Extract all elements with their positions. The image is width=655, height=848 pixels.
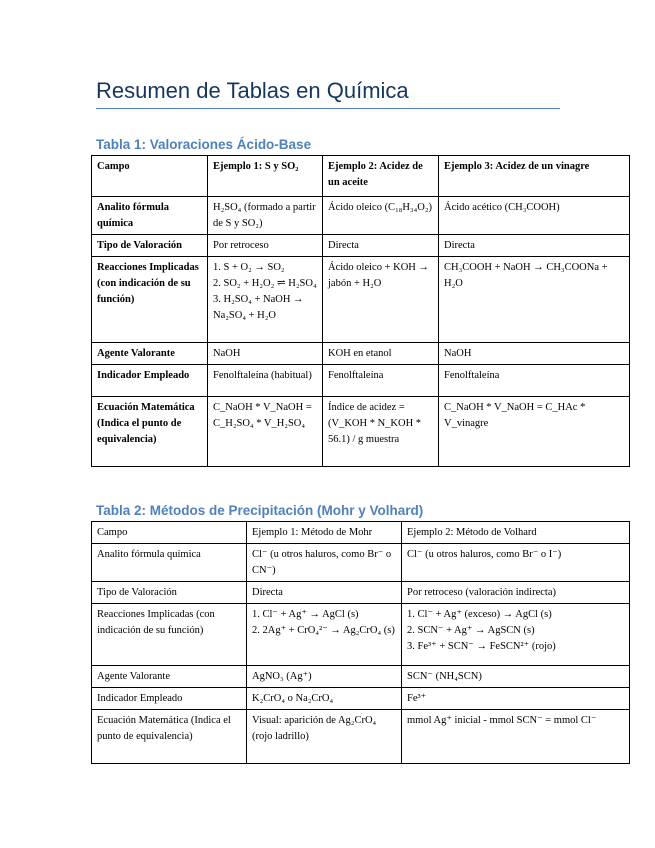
table-row	[92, 666, 630, 688]
column-header: Ejemplo 3: Acidez de un vinagre	[439, 156, 630, 197]
row-header-cell: Agente Valorante	[92, 666, 247, 688]
table-cell: Fenolftaleína	[439, 365, 630, 397]
table-cell: Por retroceso (valoración indirecta)	[402, 582, 630, 604]
table2-caption: Tabla 2: Métodos de Precipitación (Mohr y Volhard)	[96, 503, 424, 518]
table-cell: Ácido oleico (C₁₈H₃₄O₂)	[323, 197, 439, 235]
row-header-cell: Ecuación Matemática (Indica el punto de equivalencia)	[92, 710, 247, 764]
table-row	[92, 688, 630, 710]
table-cell: C_NaOH * V_NaOH = C_H₂SO₄ * V_H₂SO₄	[208, 397, 323, 467]
table-cell: 1. Cl⁻ + Ag⁺ (exceso) → AgCl (s) 2. SCN⁻ + Ag⁺ → AgSCN (s) 3. Fe³⁺ + SCN⁻ → FeSCN²⁺ (rojo)	[402, 604, 630, 666]
table-cell: H₂SO₄ (formado a partir de S y SO₂)	[208, 197, 323, 235]
table-cell: SCN⁻ (NH₄SCN)	[402, 666, 630, 688]
table-cell: Índice de acidez = (V_KOH * N_KOH * 56.1) / g muestra	[323, 397, 439, 467]
table-cell: mmol Ag⁺ inicial - mmol SCN⁻ = mmol Cl⁻	[402, 710, 630, 764]
table-cell: Cl⁻ (u otros haluros, como Br⁻ o I⁻)	[402, 544, 630, 582]
precipitation-table	[91, 521, 630, 764]
table-cell: Por retroceso	[208, 235, 323, 257]
table-cell: Directa	[247, 582, 402, 604]
row-header-cell: Tipo de Valoración	[92, 582, 247, 604]
column-header: Campo	[92, 156, 208, 197]
column-header: Campo	[92, 522, 247, 544]
table-row	[92, 365, 630, 397]
table-cell: KOH en etanol	[323, 343, 439, 365]
table-row	[92, 397, 630, 467]
table-row	[92, 544, 630, 582]
row-header-cell: Analito fórmula química	[92, 544, 247, 582]
table-cell: Fe³⁺	[402, 688, 630, 710]
table-cell: CH₃COOH + NaOH → CH₃COONa + H₂O	[439, 257, 630, 343]
row-header-cell: Analito fórmula química	[92, 197, 208, 235]
column-header: Ejemplo 1: Método de Mohr	[247, 522, 402, 544]
table-cell: 1. S + O₂ → SO₂ 2. SO₂ + H₂O₂ ⇌ H₂SO₄ 3. H₂SO₄ + NaOH → Na₂SO₄ + H₂O	[208, 257, 323, 343]
table-cell: 1. Cl⁻ + Ag⁺ → AgCl (s) 2. 2Ag⁺ + CrO₄²⁻ → Ag₂CrO₄ (s)	[247, 604, 402, 666]
table-cell: Fenolftaleína (habitual)	[208, 365, 323, 397]
acid-base-table	[91, 155, 630, 467]
row-header-cell: Indicador Empleado	[92, 365, 208, 397]
row-header-cell: Reacciones Implicadas (con indicación de su función)	[92, 604, 247, 666]
table-cell: Directa	[323, 235, 439, 257]
table-cell: K₂CrO₄ o Na₂CrO₄	[247, 688, 402, 710]
row-header-cell: Tipo de Valoración	[92, 235, 208, 257]
row-header-cell: Ecuación Matemática (Indica el punto de equivalencia)	[92, 397, 208, 467]
table-header-row	[92, 522, 630, 544]
table-cell: Visual: aparición de Ag₂CrO₄ (rojo ladrillo)	[247, 710, 402, 764]
table-cell: Ácido oleico + KOH → jabón + H₂O	[323, 257, 439, 343]
table-header-row	[92, 156, 630, 197]
table-row	[92, 235, 630, 257]
column-header: Ejemplo 2: Acidez de un aceite	[323, 156, 439, 197]
table-cell: Directa	[439, 235, 630, 257]
page-title: Resumen de Tablas en Química	[96, 78, 560, 109]
column-header: Ejemplo 1: S y SO₂	[208, 156, 323, 197]
table-row	[92, 257, 630, 343]
table1-caption: Tabla 1: Valoraciones Ácido-Base	[96, 137, 312, 152]
table-row	[92, 197, 630, 235]
table-cell: AgNO₃ (Ag⁺)	[247, 666, 402, 688]
table-cell: Ácido acético (CH₃COOH)	[439, 197, 630, 235]
column-header: Ejemplo 2: Método de Volhard	[402, 522, 630, 544]
table-row	[92, 343, 630, 365]
table-row	[92, 582, 630, 604]
table-cell: NaOH	[208, 343, 323, 365]
table-row	[92, 710, 630, 764]
table-cell: Cl⁻ (u otros haluros, como Br⁻ o CN⁻)	[247, 544, 402, 582]
table-row	[92, 604, 630, 666]
table-cell: NaOH	[439, 343, 630, 365]
row-header-cell: Agente Valorante	[92, 343, 208, 365]
table-cell: C_NaOH * V_NaOH = C_HAc * V_vinagre	[439, 397, 630, 467]
row-header-cell: Reacciones Implicadas (con indicación de su función)	[92, 257, 208, 343]
table-cell: Fenolftaleína	[323, 365, 439, 397]
row-header-cell: Indicador Empleado	[92, 688, 247, 710]
